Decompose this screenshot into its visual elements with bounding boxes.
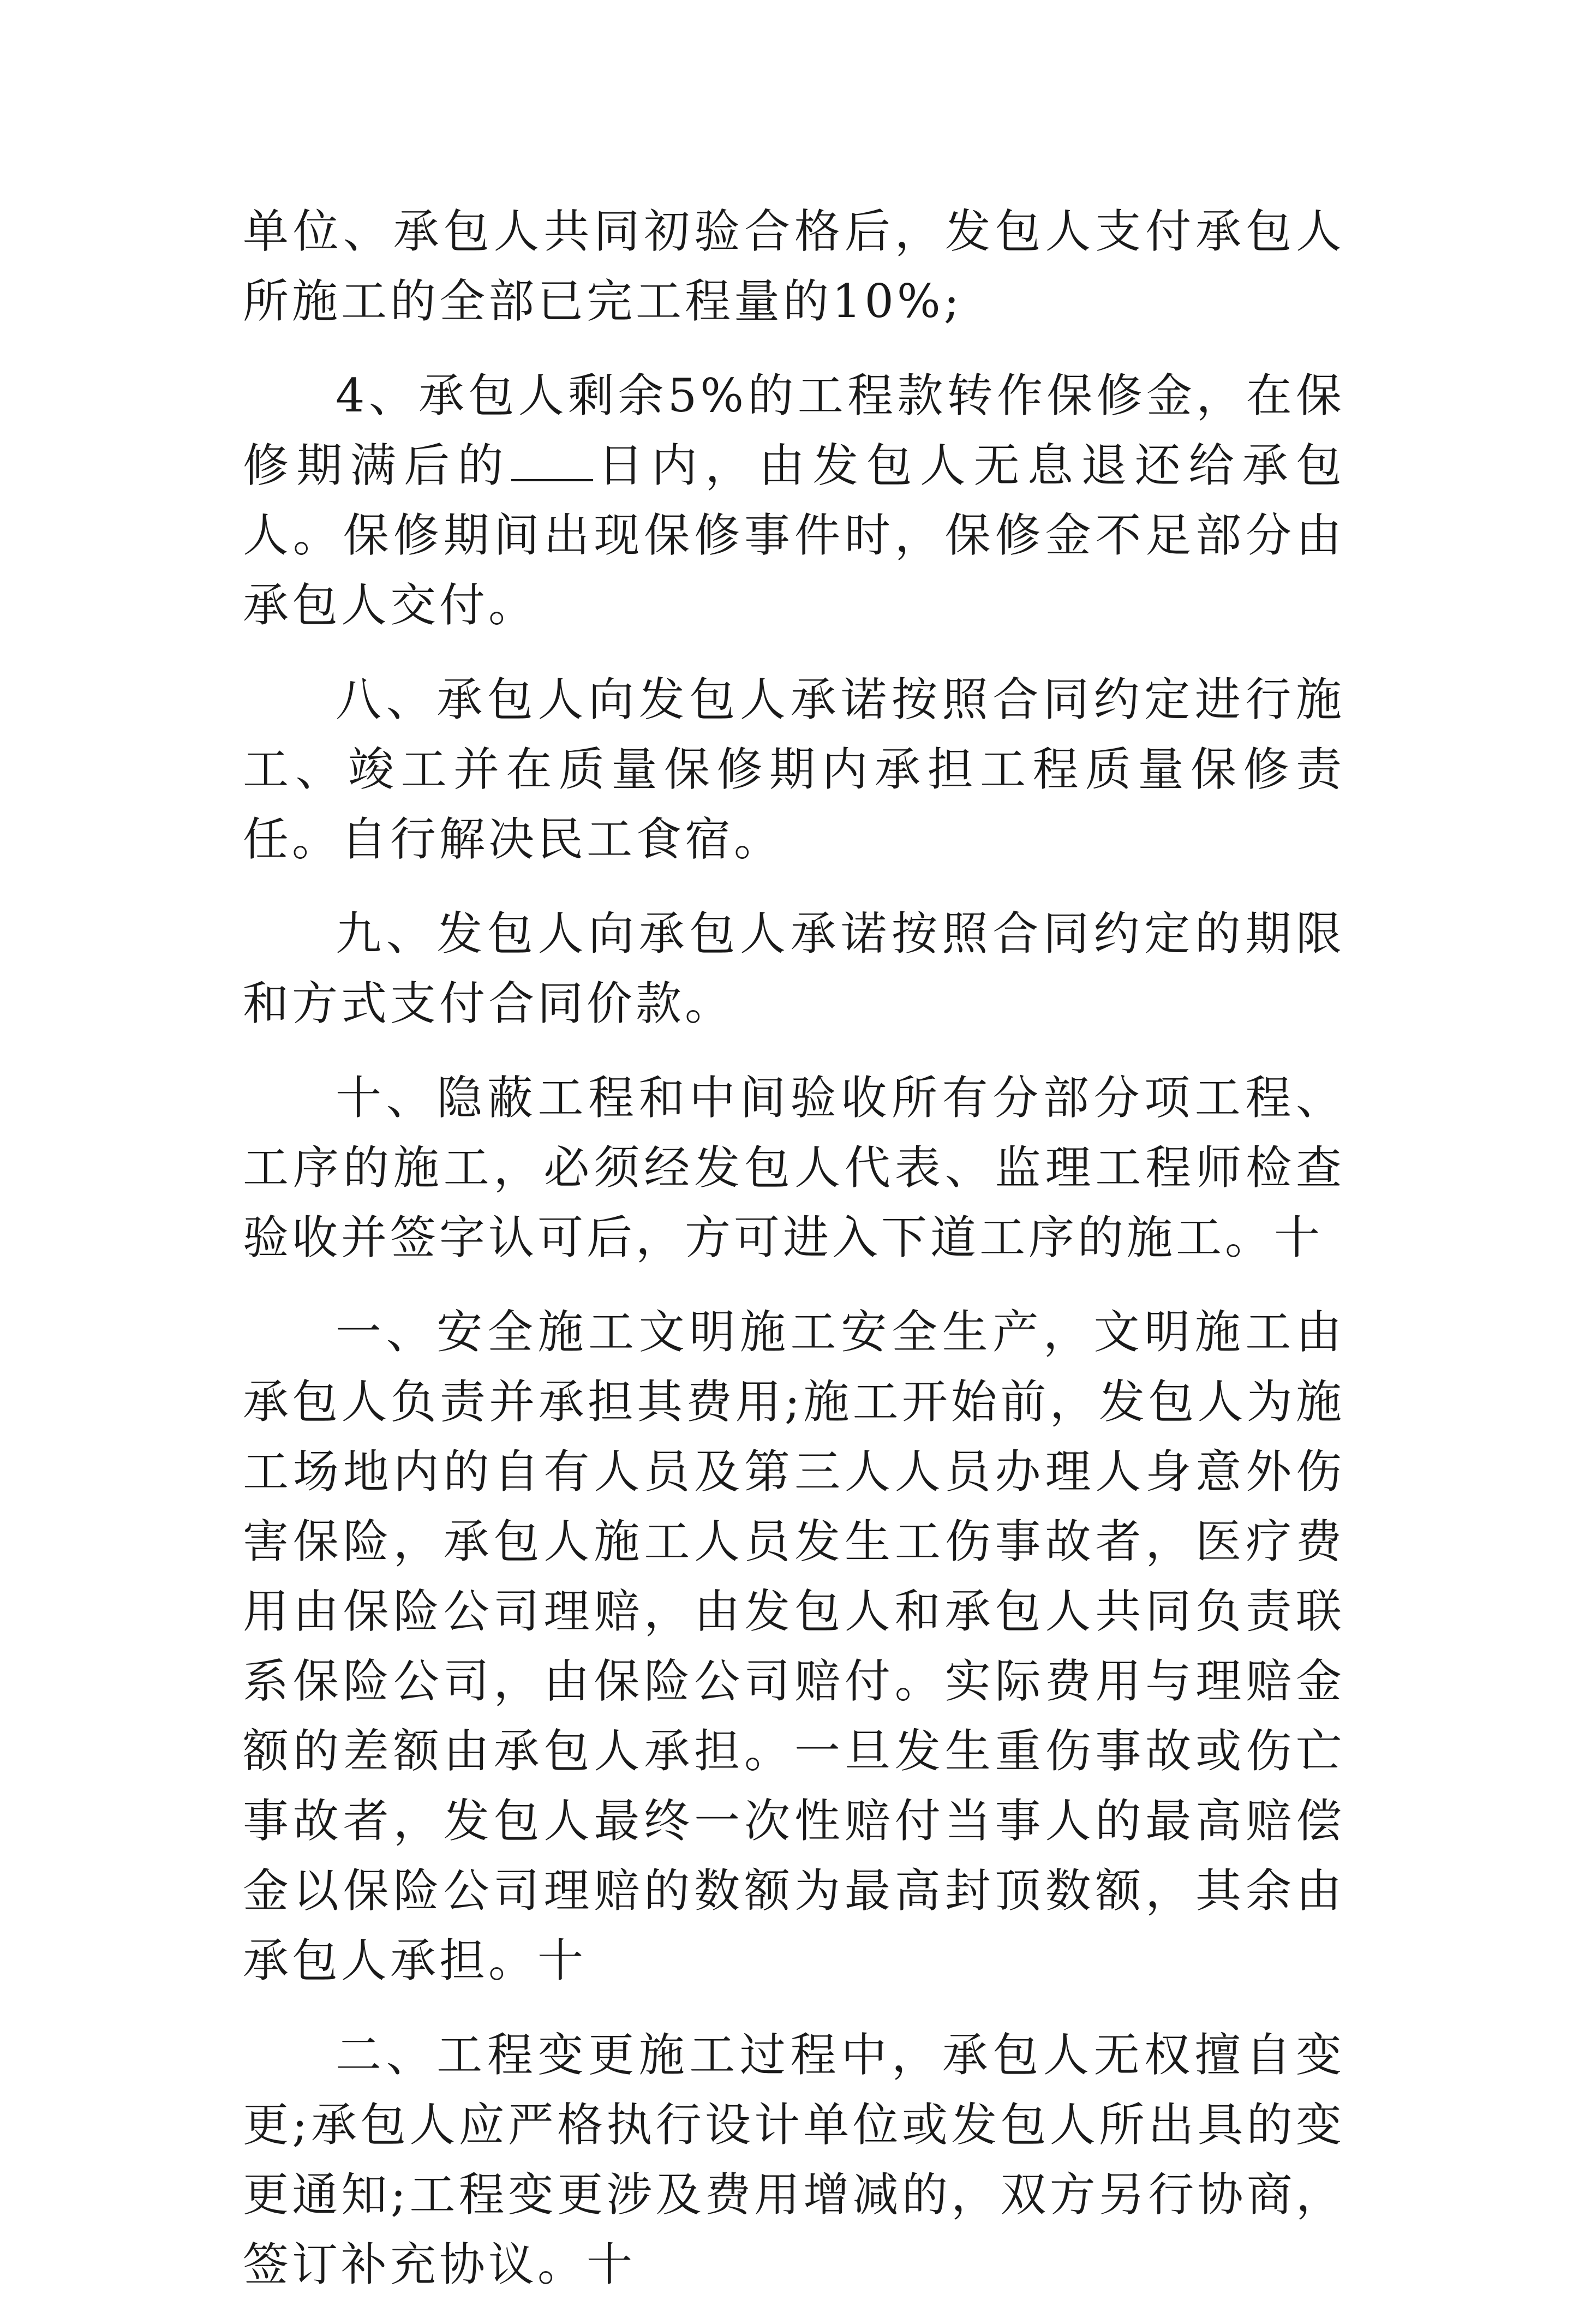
paragraph-clause-12: 二、工程变更施工过程中，承包人无权擅自变更;承包人应严格执行设计单位或发包人所出具的变更通知;工程变更涉及费用增减的，双方另行协商，签订补充协议。十 [243, 2028, 1345, 2291]
paragraph-acceptance-payment: 单位、承包人共同初验合格后，发包人支付承包人所施工的全部已完工程量的10%; [243, 205, 1345, 328]
blank-fill-line [511, 440, 593, 481]
paragraph-clause-9: 九、发包人向承包人承诺按照合同约定的期限和方式支付合同价款。 [243, 907, 1345, 1030]
paragraph-warranty-deposit-after: 日内，由发包人无息退还给承包人。保修期间出现保修事件时，保修金不足部分由承包人交付。 [243, 439, 1345, 632]
paragraph-clause-8: 八、承包人向发包人承诺按照合同约定进行施工、竣工并在质量保修期内承担工程质量保修责任。自行解决民工食宿。 [243, 673, 1345, 866]
paragraph-clause-10: 十、隐蔽工程和中间验收所有分部分项工程、工序的施工，必须经发包人代表、监理工程师检查验收并签字认可后，方可进入下道工序的施工。十 [243, 1071, 1345, 1264]
paragraph-warranty-deposit-before: 4、承包人剩余5%的工程款转作保修金，在保修期满后的 [243, 369, 1345, 492]
paragraph-clause-11: 一、安全施工文明施工安全生产，文明施工由承包人负责并承担其费用;施工开始前，发包人为施工场地内的自有人员及第三人人员办理人身意外伤害保险，承包人施工人员发生工伤事故者，医疗费用由保险公司理赔，由发包人和承包人共同负责联系保险公司，由保险公司赔付。实际费用与理赔金额的差额由承包人承担。一旦发生重伤事故或伤亡事故者，发包人最终一次性赔付当事人的最高赔偿金以保险公司理赔的数额为最高封顶数额，其余由承包人承担。十 [243, 1305, 1345, 1987]
document-body [243, 196, 1345, 2324]
paragraph-warranty-deposit [243, 361, 1345, 640]
